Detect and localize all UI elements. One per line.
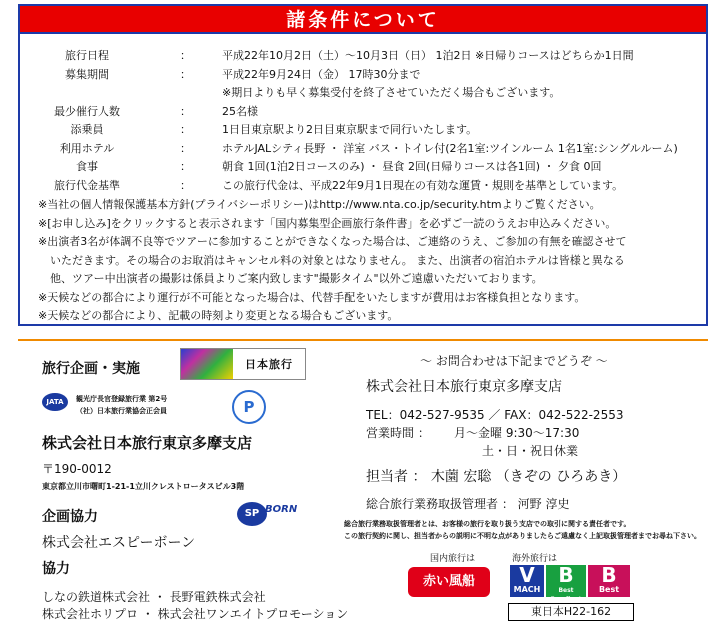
- condition-value: この旅行代金は、平成22年9月1日現在の有効な運賃・規則を基準としています。: [222, 178, 624, 192]
- condition-value: ホテルJALシティ長野 ・ 洋室 バス・トイレ付(2名1室:ツインルーム 1名1室:シングルルーム): [222, 141, 678, 155]
- condition-colon: ：: [180, 141, 191, 155]
- condition-row: [20, 158, 706, 177]
- planner-address: 東京都立川市曙町1-21-1立川クレストロータスビル3階: [42, 482, 245, 491]
- license-line1: 観光庁長官登録旅行業 第2号: [76, 395, 168, 403]
- conditions-table: [20, 47, 706, 195]
- condition-label: 募集期間: [65, 67, 109, 81]
- best-excellent-b-glyph: B: [558, 563, 574, 587]
- planner-postal: 〒190-0012: [42, 462, 112, 476]
- spborn-logo-circle: SP: [237, 502, 267, 526]
- condition-note: ※当社の個人情報保護基本方針(プライバシーポリシー)はhttp://www.nta.co.jp/security.htmよりご覧ください。: [38, 198, 601, 211]
- best-b-glyph: B: [601, 563, 617, 587]
- condition-value: 朝食 1回(1泊2日コースのみ) ・ 昼食 2回(日帰りコースは各1回) ・ 夕食 0回: [222, 160, 602, 173]
- condition-colon: ：: [180, 67, 191, 81]
- contact-intro: ～ お問合わせは下記までどうぞ ～: [420, 354, 608, 368]
- condition-row: [20, 66, 706, 85]
- disclaimer-line1: 総合旅行業務取扱管理者とは、お客様の旅行を取り扱う支店での取引に関する責任者です。: [344, 520, 631, 528]
- condition-label: 添乗員: [70, 123, 104, 136]
- condition-colon: ：: [180, 123, 191, 136]
- condition-row: [20, 140, 706, 159]
- best-logo-text: Best: [598, 585, 620, 594]
- condition-note: ※天候などの都合により、記載の時刻より変更となる場合もございます。: [38, 309, 399, 322]
- planner-company-name: 株式会社日本旅行東京多摩支店: [42, 434, 253, 452]
- condition-row: [20, 121, 706, 140]
- support-line2: 株式会社ホリプロ ・ 株式会社ワンエイトプロモーション: [42, 607, 349, 621]
- coop-heading: 企画協力: [42, 509, 98, 525]
- coop-company: 株式会社エスピーボーン: [42, 535, 196, 551]
- condition-note: ※[お申し込み]をクリックすると表示されます「国内募集型企画旅行条件書」を必ずご一読のうえお申込みください。: [38, 216, 617, 230]
- overseas-label: 海外旅行は: [512, 554, 558, 564]
- support-line1: しなの鉄道株式会社 ・ 長野電鉄株式会社: [42, 590, 266, 604]
- condition-value: 平成22年10月2日（土）～10月3日（日） 1泊2日 ※日帰りコースはどちらか1日間: [222, 49, 634, 62]
- planner-heading: 旅行企画・実施: [42, 361, 140, 377]
- condition-note: いただきます。その場合のお取消はキャンセル料の対象とはなりません。 また、出演者の宿泊ホテルは皆様と異なる: [50, 253, 625, 267]
- spborn-logo-word: BORN: [265, 504, 298, 515]
- hours-weekday: 月～金曜 9:30～17:30: [454, 426, 580, 440]
- condition-value: 1日目東京駅より2日目東京駅まで同行いたします。: [222, 123, 478, 136]
- support-heading: 協力: [42, 561, 70, 577]
- condition-note: ※出演者3名が体調不良等でツアーに参加することができなくなった場合は、ご連絡のうえ、ご参加の有無を確認させて: [38, 235, 627, 248]
- condition-value: 平成22年9月24日（金） 17時30分まで: [222, 67, 421, 81]
- best-logo: [588, 565, 630, 597]
- hours-label: 営業時間 ：: [366, 426, 430, 440]
- nta-logo-text: 日本旅行: [233, 349, 305, 379]
- contact-branch: 株式会社日本旅行東京多摩支店: [366, 379, 562, 395]
- hours-holiday: 土・日・祝日休業: [482, 444, 579, 458]
- contact-tel-fax: TEL：042-527-9535 ／ FAX：042-522-2553: [366, 408, 624, 422]
- conditions-notes: [38, 196, 708, 326]
- condition-row: [20, 177, 706, 196]
- condition-row: [20, 84, 706, 103]
- condition-row: [20, 47, 706, 66]
- privacy-mark-icon: P: [232, 390, 266, 424]
- condition-label: 旅行代金基準: [54, 178, 120, 192]
- condition-note: ※天候などの都合により運行が不可能となった場合は、代替手配をいたしますが費用はお客様負担となります。: [38, 290, 586, 304]
- jata-logo: JATA: [42, 393, 68, 411]
- conditions-title: 諸条件について: [20, 6, 706, 34]
- mach-logo-text: MACH: [513, 585, 541, 594]
- best-excellent-text: Best Excellent: [550, 587, 582, 603]
- conditions-box: [18, 4, 708, 326]
- condition-note: 他、ツアー中出演者の撮影は係員よりご案内致します"撮影タイム"以外ご遠慮いただいております。: [50, 272, 543, 285]
- mach-logo: [510, 565, 544, 597]
- akai-fusen-logo: 赤い風船: [408, 567, 490, 597]
- disclaimer-line2: この旅行契約に関し、担当者からの説明に不明な点がありましたらご遠慮なく上記取扱管理者までお尋ね下さい。: [344, 532, 701, 540]
- registration-number: 東日本H22-162: [508, 603, 634, 621]
- license-line2: （社）日本旅行業協会正会員: [76, 407, 167, 415]
- nta-logo: [180, 348, 306, 380]
- condition-row: [20, 103, 706, 122]
- best-excellent-logo: [546, 563, 586, 603]
- condition-label: 旅行日程: [65, 49, 109, 62]
- mach-v-glyph: V: [519, 563, 535, 587]
- contact-person: 担当者 ： 木薗 宏聡 （きぞの ひろあき）: [366, 469, 627, 485]
- condition-colon: ：: [180, 104, 191, 118]
- condition-colon: ：: [180, 160, 191, 173]
- condition-label: 利用ホテル: [59, 141, 115, 155]
- condition-label: 食事: [76, 160, 98, 173]
- condition-value: 25名様: [222, 104, 258, 118]
- contact-manager: 総合旅行業務取扱管理者 ： 河野 淳史: [366, 497, 570, 511]
- condition-colon: ：: [180, 178, 191, 192]
- condition-label: 最少催行人数: [54, 104, 120, 118]
- spborn-logo: [237, 502, 301, 526]
- domestic-label: 国内旅行は: [430, 554, 476, 564]
- condition-colon: ：: [180, 49, 191, 62]
- nta-logo-icon: [181, 349, 233, 379]
- condition-value: ※期日よりも早く募集受付を終了させていただく場合もございます。: [222, 86, 561, 99]
- orange-divider: [18, 339, 708, 341]
